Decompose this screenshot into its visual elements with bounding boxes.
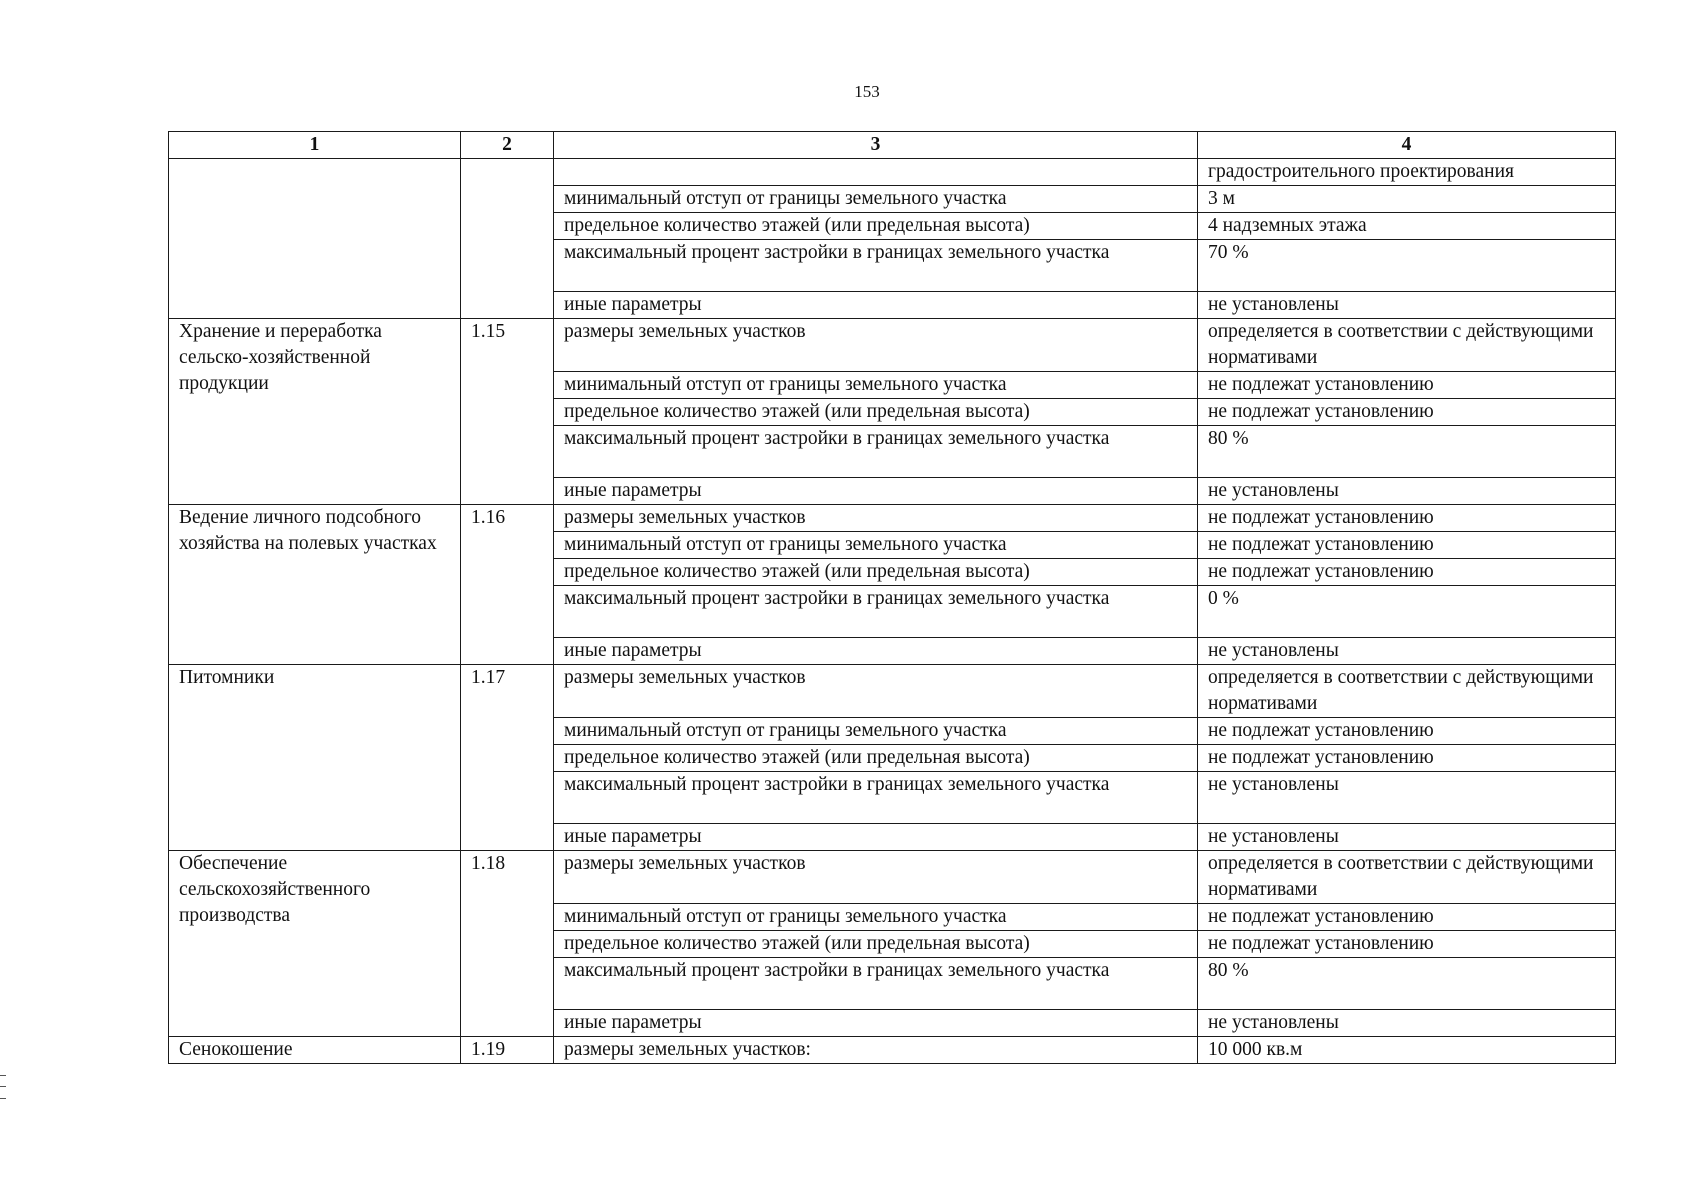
value-cell: не установлены (1198, 638, 1616, 665)
group-code-cell: 1.16 (461, 505, 554, 665)
param-cell (554, 159, 1198, 186)
param-cell: предельное количество этажей (или предельная высота) (554, 559, 1198, 586)
header-col-1: 1 (169, 132, 461, 159)
table-row (169, 851, 1616, 904)
value-cell: не подлежат установлению (1198, 399, 1616, 426)
param-cell: максимальный процент застройки в границах земельного участка (554, 772, 1198, 824)
param-cell: минимальный отступ от границы земельного участка (554, 904, 1198, 931)
land-use-parameters-table (168, 131, 1616, 1064)
group-code-cell: 1.17 (461, 665, 554, 851)
group-code-cell: 1.15 (461, 319, 554, 505)
param-cell: минимальный отступ от границы земельного участка (554, 718, 1198, 745)
param-cell: минимальный отступ от границы земельного участка (554, 186, 1198, 213)
value-cell: не подлежат установлению (1198, 532, 1616, 559)
table-row (169, 159, 1616, 186)
value-cell: не подлежат установлению (1198, 559, 1616, 586)
param-cell: иные параметры (554, 292, 1198, 319)
value-cell: не установлены (1198, 292, 1616, 319)
value-cell: не установлены (1198, 478, 1616, 505)
param-cell: минимальный отступ от границы земельного участка (554, 372, 1198, 399)
header-col-2: 2 (461, 132, 554, 159)
header-col-4: 4 (1198, 132, 1616, 159)
value-cell: не подлежат установлению (1198, 745, 1616, 772)
group-code-cell: 1.19 (461, 1037, 554, 1064)
value-cell: не установлены (1198, 772, 1616, 824)
param-cell: размеры земельных участков (554, 665, 1198, 718)
param-cell: иные параметры (554, 824, 1198, 851)
value-cell: 0 % (1198, 586, 1616, 638)
value-cell: градостроительного проектирования (1198, 159, 1616, 186)
group-code-cell (461, 159, 554, 319)
param-cell: размеры земельных участков (554, 319, 1198, 372)
param-cell: размеры земельных участков (554, 851, 1198, 904)
param-cell: минимальный отступ от границы земельного участка (554, 532, 1198, 559)
value-cell: 3 м (1198, 186, 1616, 213)
value-cell: не подлежат установлению (1198, 372, 1616, 399)
value-cell: 10 000 кв.м (1198, 1037, 1616, 1064)
header-col-3: 3 (554, 132, 1198, 159)
table-row (169, 505, 1616, 532)
value-cell: не установлены (1198, 824, 1616, 851)
table-row (169, 665, 1616, 718)
value-cell: не подлежат установлению (1198, 904, 1616, 931)
value-cell: 70 % (1198, 240, 1616, 292)
table-row (169, 1037, 1616, 1064)
group-name-cell: Обеспечение сельскохозяйственного производства (169, 851, 461, 1037)
value-cell: не подлежат установлению (1198, 931, 1616, 958)
group-name-cell: Ведение личного подсобного хозяйства на полевых участках (169, 505, 461, 665)
param-cell: предельное количество этажей (или предельная высота) (554, 399, 1198, 426)
group-name-cell: Питомники (169, 665, 461, 851)
value-cell: не подлежат установлению (1198, 505, 1616, 532)
page-number: 153 (854, 82, 880, 101)
param-cell: иные параметры (554, 1010, 1198, 1037)
value-cell: 80 % (1198, 426, 1616, 478)
group-name-cell: Сенокошение (169, 1037, 461, 1064)
value-cell: определяется в соответствии с действующими нормативами (1198, 851, 1616, 904)
param-cell: предельное количество этажей (или предельная высота) (554, 931, 1198, 958)
param-cell: иные параметры (554, 478, 1198, 505)
value-cell: определяется в соответствии с действующими нормативами (1198, 319, 1616, 372)
value-cell: 4 надземных этажа (1198, 213, 1616, 240)
group-name-cell: Хранение и переработка сельско-хозяйственной продукции (169, 319, 461, 505)
group-name-cell (169, 159, 461, 319)
param-cell: размеры земельных участков: (554, 1037, 1198, 1064)
table-row (169, 319, 1616, 372)
value-cell: не установлены (1198, 1010, 1616, 1037)
param-cell: иные параметры (554, 638, 1198, 665)
param-cell: максимальный процент застройки в границах земельного участка (554, 586, 1198, 638)
scan-edge-mark (0, 1075, 6, 1099)
value-cell: определяется в соответствии с действующими нормативами (1198, 665, 1616, 718)
param-cell: размеры земельных участков (554, 505, 1198, 532)
param-cell: максимальный процент застройки в границах земельного участка (554, 958, 1198, 1010)
param-cell: максимальный процент застройки в границах земельного участка (554, 426, 1198, 478)
param-cell: максимальный процент застройки в границах земельного участка (554, 240, 1198, 292)
value-cell: не подлежат установлению (1198, 718, 1616, 745)
header-row (169, 132, 1616, 159)
param-cell: предельное количество этажей (или предельная высота) (554, 213, 1198, 240)
param-cell: предельное количество этажей (или предельная высота) (554, 745, 1198, 772)
value-cell: 80 % (1198, 958, 1616, 1010)
group-code-cell: 1.18 (461, 851, 554, 1037)
